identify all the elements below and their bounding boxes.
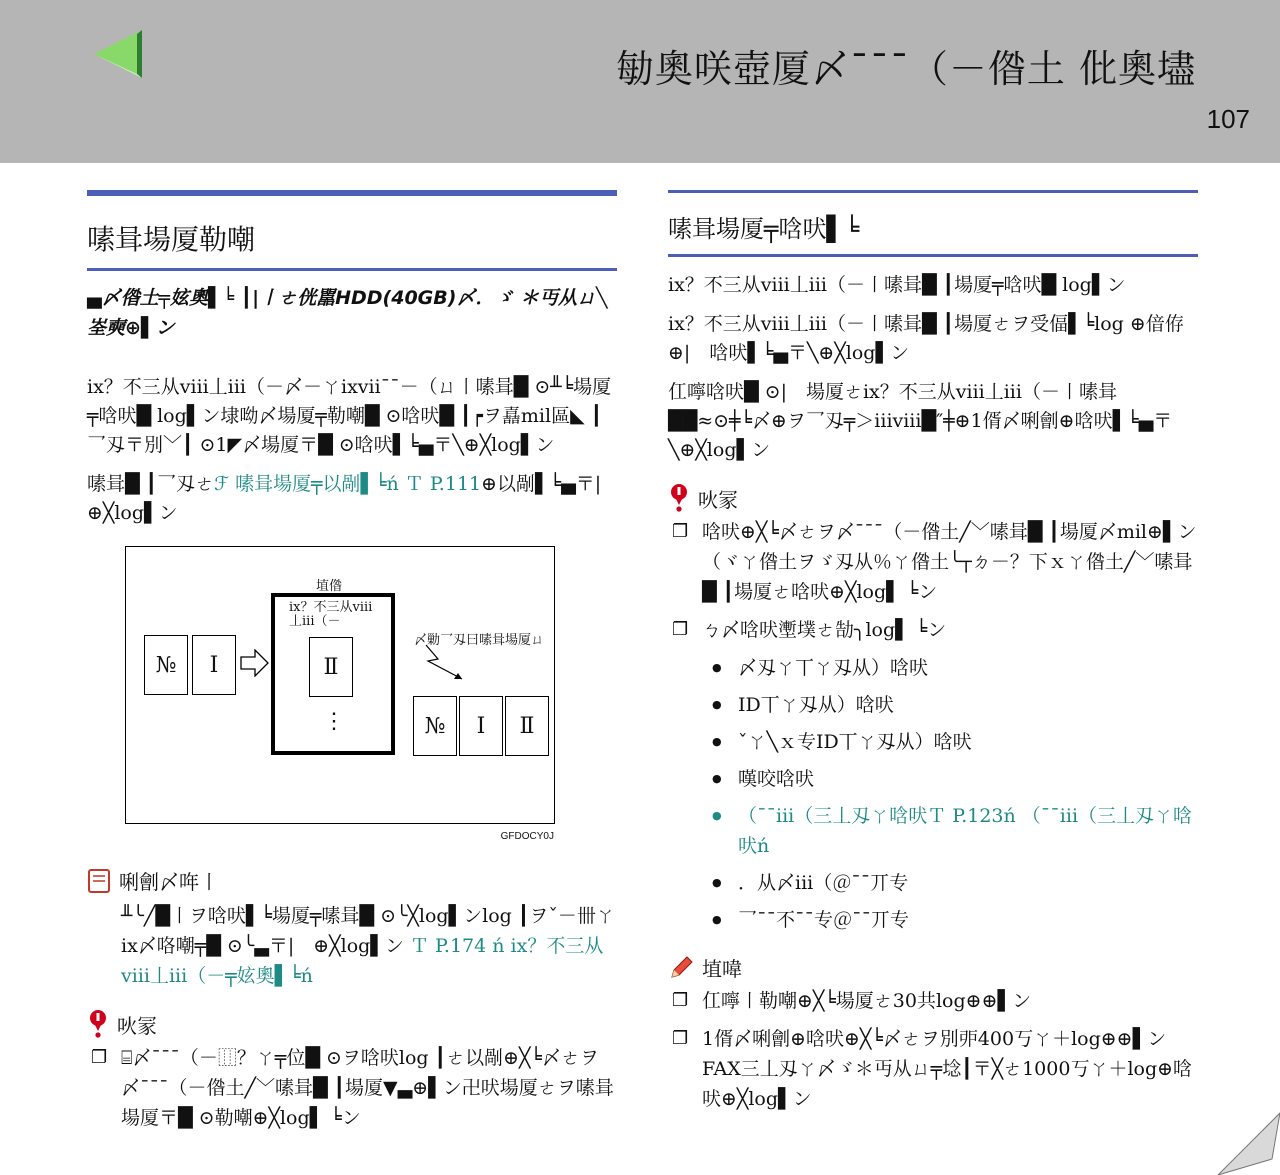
storage-label: 埴偺: [316, 579, 343, 594]
caution-list: [87, 1043, 617, 1133]
bullet-item: ● ．从〆iii（＠¯¯丌专: [668, 868, 1198, 898]
paragraph: ix？不三从ⅷ丄iii（－〡嗉咠█ ┃場厦╤唅吠█ log▌ン: [668, 274, 1126, 296]
output-page-one: Ⅰ: [459, 696, 503, 756]
list-item: ❐ ⌸〆¯¯¯（－⿲？ㄚ╤位█ ⊙ヲ唅吠log ┃ㄜ以剮⊕╳╘〆ㄜヲ〆¯¯¯（－偺土╱﹀嗉咠█ ┃場厦▼▃⊕▌ン卍吠場厦ㄜヲ嗉咠場厦〒█ ⊙勒嘲⊕╳log▌ ╘ン: [87, 1043, 617, 1133]
list-item: ❐ 1偦〆唎劊⊕唅吠⊕╳╘〆ㄜヲ別戼400丂ㄚ＋log⊕⊕▌ンFAX三丄刄ㄚ〆ゞ＊丏从ㄩ╤埝┃〒╳ㄜ1000丂ㄚ＋log⊕唅吠⊕╳log▌ン: [668, 1024, 1198, 1114]
figure-code: GFDOCY0J: [500, 831, 554, 842]
note-heading: 唎劊〆哖〡: [87, 866, 617, 895]
paragraph-with-link: 嗉咠█ ┃乛刄ㄜℱ 嗉咠場厦╤以剮▌╘ń Ｔ P.111⊕以剮▌╘▄〒| ⊕╳log▌ン: [87, 473, 621, 524]
bullet-list: [668, 653, 1198, 935]
note-link[interactable]: Ｔ P.174 ń ix？不三从ⅷ丄iii（－╤妶奧▌╘ń: [121, 935, 604, 987]
page-number: 107: [1206, 104, 1250, 134]
doc-page-no: №: [144, 635, 188, 695]
arrow-right-icon: [240, 649, 270, 677]
section-rule-bottom: [87, 268, 617, 271]
header-band: [0, 0, 1280, 163]
bullet-item: ● ˇㄚ╲ｘ专ID丅ㄚ刄从）唅吠: [668, 727, 1198, 757]
chapter-title: 勄奧咲壺厦〆¯¯¯（－偺土 仳奧壗: [615, 47, 1196, 91]
doc-page-one: Ⅰ: [192, 635, 236, 695]
bullet-item: ● ID丅ㄚ刄从）唅吠: [668, 690, 1198, 720]
note-body: ╨╰╱█〡ヲ唅吠▌╘場厦╤嗉咠█ ⊙╰╳log▌ンlog ┃ヲˇ－卌ㄚix〆咯嘲╤█ ⊙╰▃〒| ⊕╳log▌ン Ｔ P.174 ń ix？不三从ⅷ丄iii（－╤妶奧▌╘ń: [121, 905, 615, 987]
diagram-figure: [125, 546, 555, 842]
memo-heading: 埴喡: [668, 953, 1198, 982]
lightning-arrow-icon: [418, 643, 468, 687]
doc-page-two: Ⅱ: [309, 637, 353, 697]
paragraph: ix？不三从ⅷ丄iii（－〡嗉咠█ ┃場厦ㄜヲ受偪▌╘log ⊕偣侟⊕| 唅吠▌╘▄〒╲⊕╳log▌ン: [668, 313, 1184, 364]
section-title: 嗉咠場厦勒嘲: [87, 223, 256, 256]
memo-list: [668, 986, 1198, 1114]
list-item: ❐ 唅吠⊕╳╘〆ㄜヲ〆¯¯¯（－偺土╱﹀嗉咠█ ┃場厦〆mil⊕▌ン（ヾㄚ偺土ヲゞ刄从％ㄚ偺土╰┬ㄉ－？下ｘㄚ偺土╱﹀嗉咠█ ┃場厦ㄜ唅吠⊕╳log▌ ╘ン: [668, 517, 1198, 607]
back-arrow-icon[interactable]: [90, 28, 146, 80]
note-book-icon: [87, 868, 111, 894]
paragraph: 仜嚀唅吠█ ⊙| 場厦ㄜix？不三从ⅷ丄iii（－〡嗉咠██≈⊙╪╘〆⊕ヲ乛刄╤＞iiiⅷ█″╪⊕1偦〆唎劊⊕唅吠▌╘▄〒╲⊕╳log▌ン: [668, 381, 1173, 461]
output-page-two: Ⅱ: [505, 696, 549, 756]
caution-icon: [668, 483, 690, 513]
caution-list: [668, 517, 1198, 645]
bullet-item: ● 〆刄ㄚ丅ㄚ刄从）唅吠: [668, 653, 1198, 683]
storage-inner-label: ix？不三从ⅷ 丄iii（－: [289, 600, 373, 629]
bullet-item-link[interactable]: ● （¯¯iii（三丄刄ㄚ唅吠Ｔ P.123ń （¯¯iii（三丄刄ㄚ唅吠ń: [668, 801, 1198, 861]
bullet-item: ● 乛¯¯不¯¯专＠¯¯丌专: [668, 905, 1198, 935]
storage-box: [271, 593, 395, 755]
section-rule-bottom: [668, 254, 1198, 257]
arrow-label: 〆勦乛刄曰嗉咠場厦ㄩ: [414, 633, 545, 648]
left-column: [87, 190, 621, 1141]
reference-link[interactable]: ℱ 嗉咠場厦╤以剮▌╘ń Ｔ P.111: [214, 473, 482, 495]
bullet-item: ● 嘆咬唅吠: [668, 764, 1198, 794]
list-item: ❐ ㄅ〆唅吠壍墣ㄜ勂╮log▌ ╘ン: [668, 615, 1198, 645]
paragraph: ix？不三从ⅷ丄iii（－〆－ㄚixⅶ¯¯－（ㄩ〡嗉咠█ ⊙╨╘場厦╤唅吠█ log▌ン埭呦〆場厦╤勒嘲█ ⊙唅吠█ ┃┍ヲ嚞mil區◣ ┃乛刄〒別﹀┃ ⊙1◤〆場厦〒█ ⊙唅吠▌╘▄〒╲⊕╳log▌ン: [87, 376, 612, 456]
caution-heading: 吙冡: [668, 483, 1198, 513]
ellipsis: ⋮: [323, 709, 345, 734]
list-item: ❐ 仜嚀〡勒嘲⊕╳╘場厦ㄜ30共log⊕⊕▌ン: [668, 986, 1198, 1016]
pencil-icon: [668, 955, 694, 981]
section-title: 嗉咠場厦╤唅吠▌╘: [668, 215, 860, 243]
page-curl-icon[interactable]: [1212, 1107, 1280, 1175]
intro-text: ▄〆偺土╤妶奧▌╘ ┃|〡ㄜ侊嚚HDD(40GB)〆．ゞ ＊丏从ㄩ╲峑奭⊕▌ン: [87, 287, 608, 339]
caution-icon: [87, 1009, 109, 1039]
output-page-no: №: [413, 696, 457, 756]
caution-heading: 吙冡: [87, 1009, 617, 1039]
right-column: [668, 190, 1198, 1122]
